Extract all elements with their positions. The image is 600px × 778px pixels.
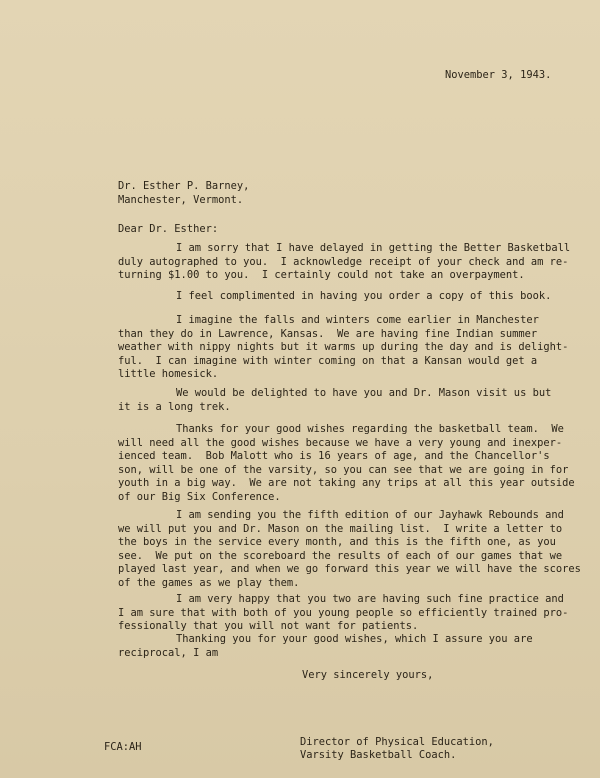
paragraph-line: of the games as we play them. xyxy=(118,576,300,589)
paragraph-line: Thanks for your good wishes regarding the basketball team. We xyxy=(176,423,564,435)
paragraph-line: weather with nippy nights but it warms up during the day and is delight- xyxy=(118,341,569,353)
paragraph-line: I imagine the falls and winters come earlier in Manchester xyxy=(176,314,539,326)
paragraph-line: we will put you and Dr. Mason on the mailing list. I write a letter to xyxy=(118,522,563,535)
body-paragraph xyxy=(118,314,568,382)
paragraph-line: I feel complimented in having you order a copy of this book. xyxy=(176,290,552,302)
recipient-name: Dr. Esther P. Barney, xyxy=(118,180,250,192)
closing: Very sincerely yours, xyxy=(302,669,434,681)
letter-date: November 3, 1943. xyxy=(445,69,552,81)
paragraph-line: fessionally that you will not want for patients. xyxy=(118,620,419,632)
paragraph-line: will need all the good wishes because we have a very young and inexper- xyxy=(118,436,563,449)
body-paragraph xyxy=(118,593,568,634)
paragraph-line: I am sure that with both of you young people so efficiently trained pro- xyxy=(118,606,569,619)
paragraph-line: ful. I can imagine with winter coming on that a Kansan would get a xyxy=(118,354,538,367)
typist-initials: FCA:AH xyxy=(104,741,142,753)
recipient-city: Manchester, Vermont. xyxy=(118,194,244,206)
body-paragraph xyxy=(118,423,575,504)
paragraph-line: ienced team. Bob Malott who is 16 years of age, and the Chancellor's xyxy=(118,450,550,462)
paragraph-line: We would be delighted to have you and Dr. Mason visit us but xyxy=(176,387,552,399)
paragraph-line: see. We put on the scoreboard the results of each of our games that we xyxy=(118,549,563,562)
paragraph-line: I am very happy that you two are having such fine practice and xyxy=(176,593,564,605)
signature-title-1: Director of Physical Education, xyxy=(300,736,494,748)
paragraph-line: I am sending you the fifth edition of our Jayhawk Rebounds and xyxy=(176,509,564,521)
signature-title-2: Varsity Basketball Coach. xyxy=(300,749,457,761)
paragraph-line: Thanking you for your good wishes, which I assure you are xyxy=(176,633,533,645)
paragraph-line: played last year, and when we go forward this year we will have the scores xyxy=(118,563,581,575)
body-paragraph xyxy=(118,387,551,414)
paragraph-line: youth in a big way. We are not taking any trips at all this year outside xyxy=(118,477,575,489)
paragraph-line: I am sorry that I have delayed in getting the Better Basketball xyxy=(176,242,571,254)
paragraph-line: little homesick. xyxy=(118,368,219,380)
paragraph-line: it is a long trek. xyxy=(118,400,231,413)
body-paragraph xyxy=(118,633,533,660)
body-paragraph xyxy=(118,290,551,304)
body-paragraph xyxy=(118,242,570,283)
paragraph-line: reciprocal, I am xyxy=(118,646,219,659)
paragraph-line: duly autographed to you. I acknowledge receipt of your check and am re- xyxy=(118,255,569,268)
body-paragraph xyxy=(118,509,581,590)
paragraph-line: son, will be one of the varsity, so you can see that we are going in for xyxy=(118,463,569,476)
paragraph-line: the boys in the service every month, and this is the fifth one, as you xyxy=(118,536,556,548)
paragraph-line: turning $1.00 to you. I certainly could not take an overpayment. xyxy=(118,269,525,281)
salutation: Dear Dr. Esther: xyxy=(118,223,219,235)
paragraph-line: of our Big Six Conference. xyxy=(118,490,281,503)
paragraph-line: than they do in Lawrence, Kansas. We are having fine Indian summer xyxy=(118,327,538,340)
